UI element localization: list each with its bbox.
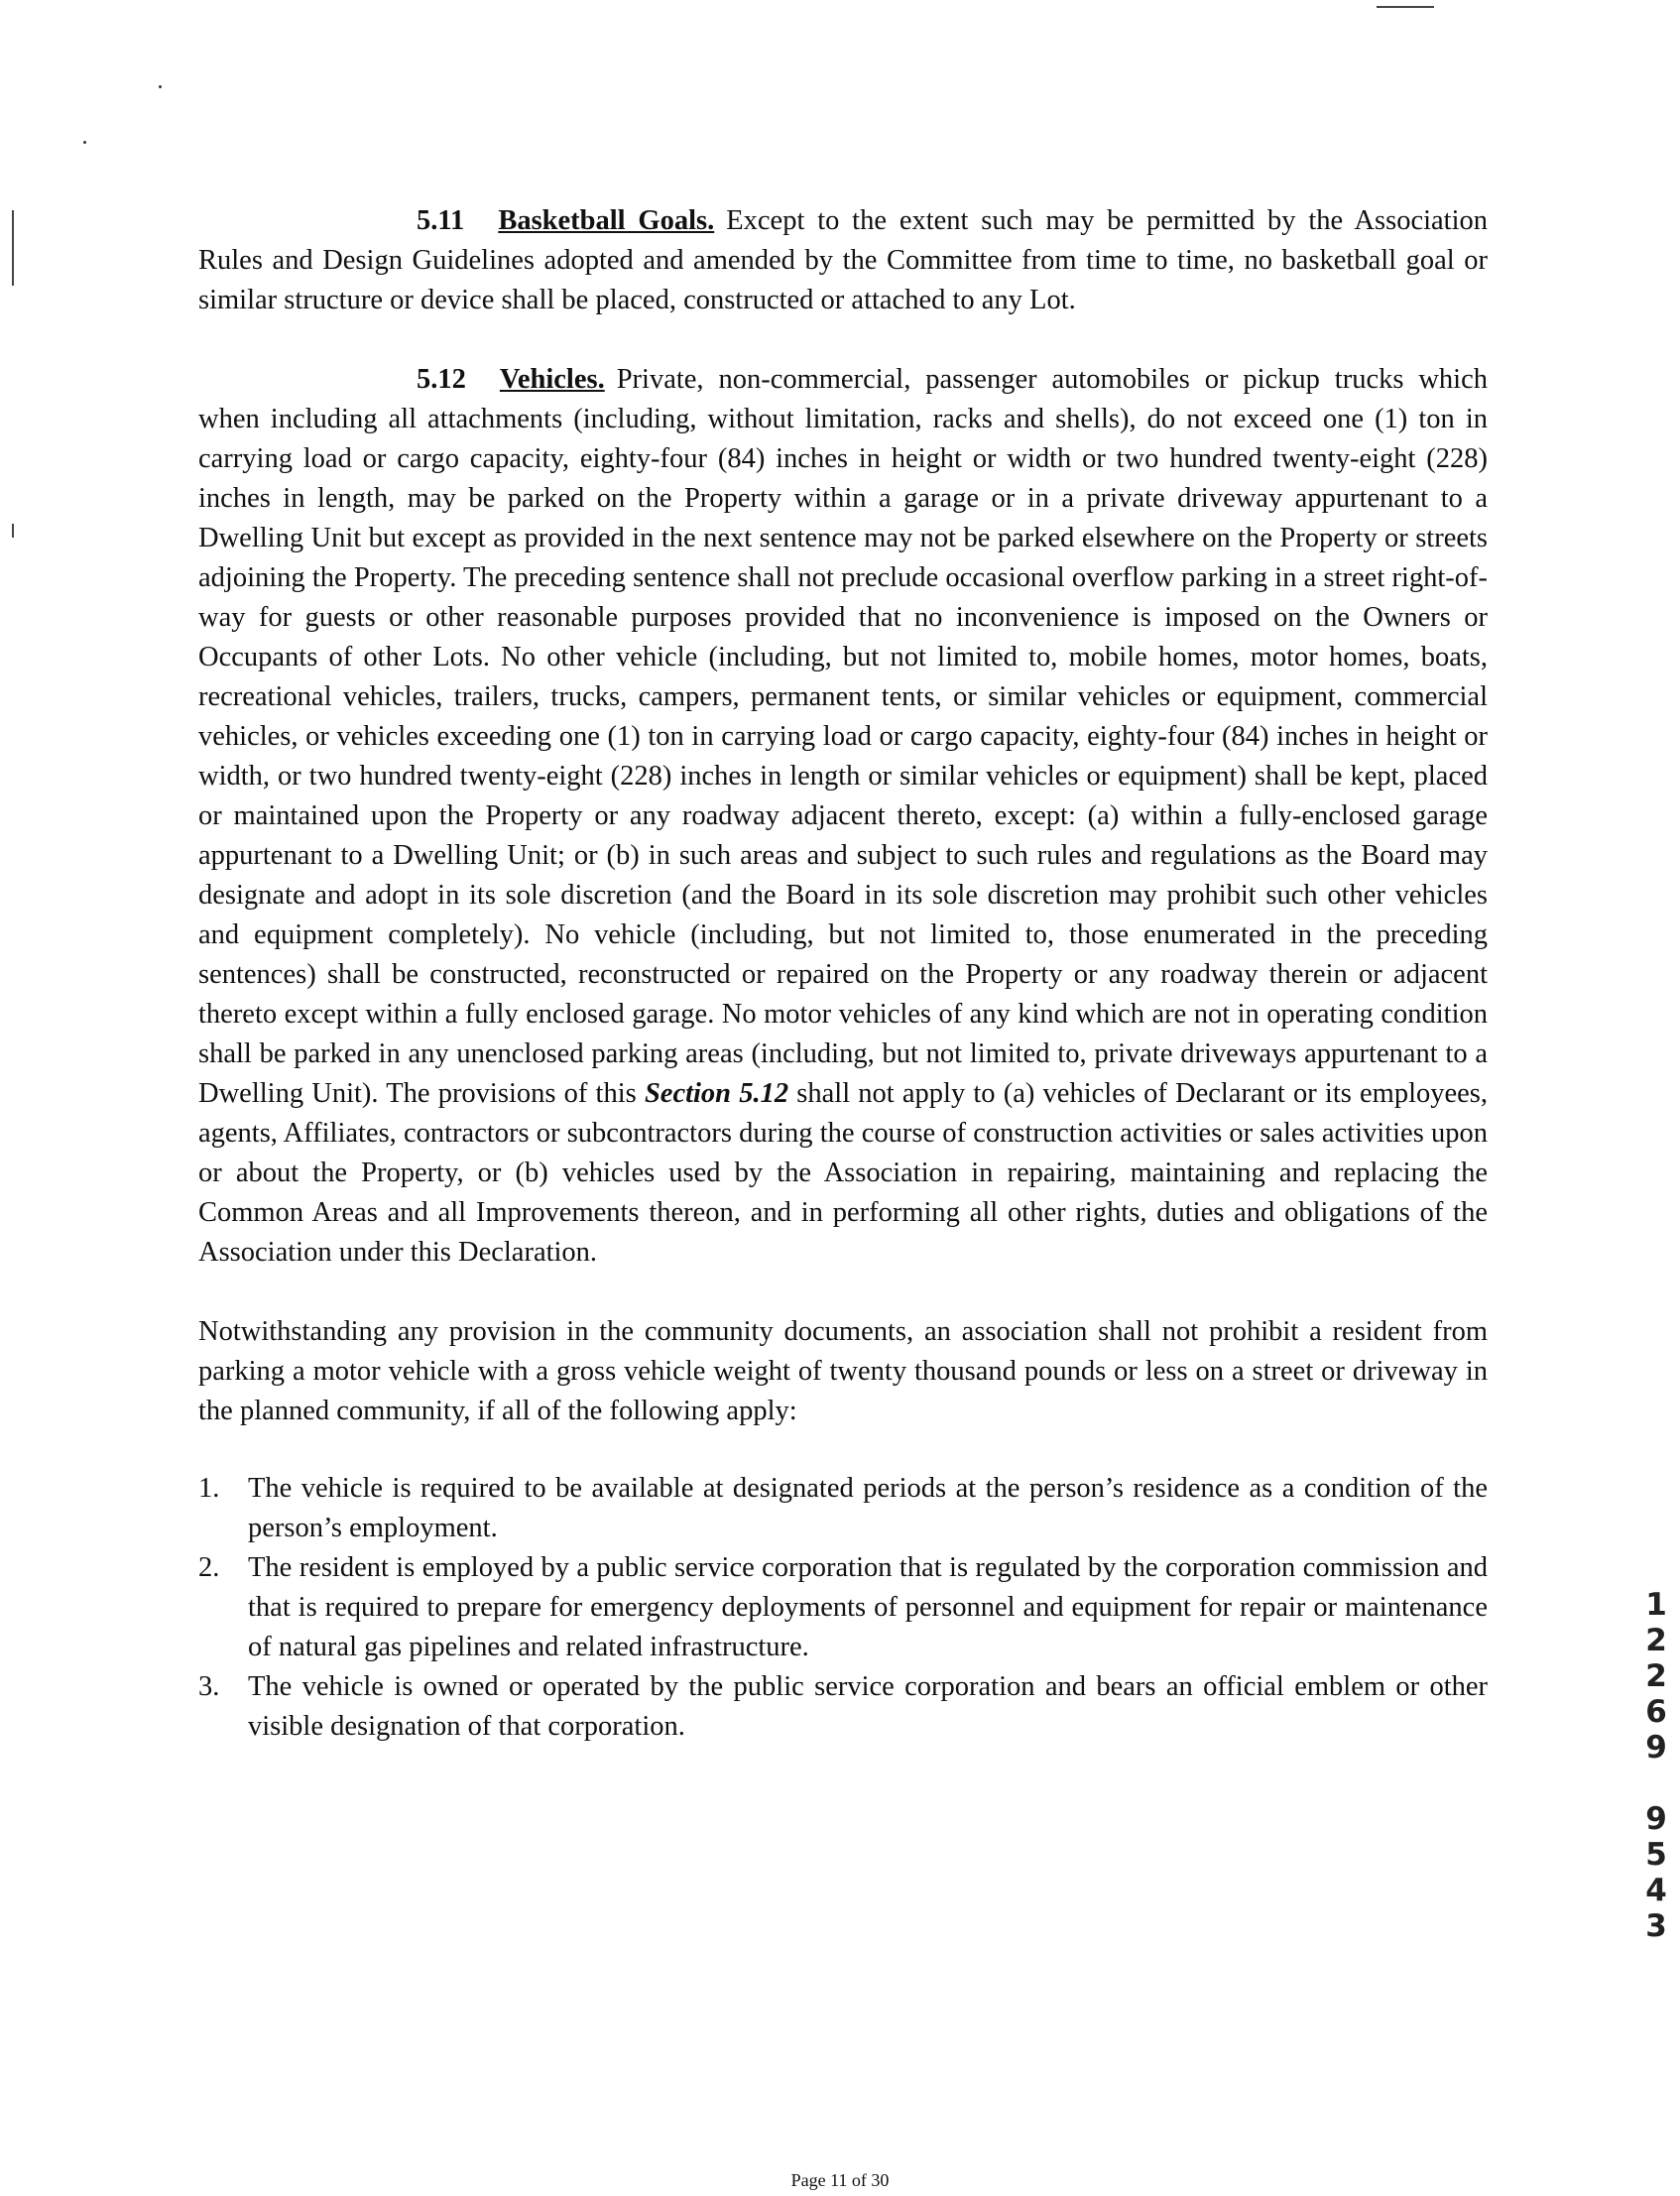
section-title: Vehicles. [499,364,605,395]
list-item-text: The vehicle is owned or operated by the public service corporation and bears an official emblem or other visible designation of that corporation. [248,1671,1488,1742]
stamp-digit: 9 [1645,1801,1667,1837]
list-item [198,1469,1488,1548]
scan-dot-2 [83,141,86,144]
scan-line-left-1 [12,210,14,286]
section-5-12 [198,360,1488,1273]
section-number: 5.11 [417,205,465,236]
stamp-gap [1636,1766,1676,1801]
list-item [198,1548,1488,1667]
notwithstanding-paragraph: Notwithstanding any provision in the community documents, an association shall not prohibit a resident from parking a motor vehicle with a gross vehicle weight of twenty thousand pounds or less on a street or driveway in the planned community, if all of the following apply: [198,1316,1488,1426]
stamp-digit: 5 [1645,1837,1667,1873]
document-body [198,201,1488,1747]
list-item [198,1667,1488,1747]
stamp-digit: 6 [1645,1694,1667,1730]
stamp-digit: 1 [1645,1587,1667,1623]
stamp-digit: 3 [1645,1908,1667,1944]
list-item-text: The vehicle is required to be available at designated periods at the person’s residence as a condition of the person’s employment. [248,1473,1488,1543]
section-5-11 [198,201,1488,320]
section-text-continued: shall not apply to (a) vehicles of Declarant or its employees, agents, Affiliates, contractors or subcontractors during the course of construction activities or sales activities upon or about the Property, or (b) vehicles used by the Association in repairing, maintaining and replacing the Common Areas and all Improvements thereon, and in performing all other rights, duties and obligations of the Association under this Declaration. [198,1078,1489,1268]
recording-number-stamp [1636,1587,1676,1944]
list-item-text: The resident is employed by a public service corporation that is regulated by the corporation commission and that is required to prepare for emergency deployments of personnel and equipment for repair or maintenance of natural gas pipelines and related infrastructure. [248,1552,1488,1662]
scan-line-top-right [1377,6,1434,8]
stamp-digit: 2 [1645,1658,1667,1694]
list-item-number: 1. [198,1473,220,1504]
list-item-number: 3. [198,1671,220,1702]
page-number-footer: Page 11 of 30 [790,2170,890,2190]
section-title: Basketball Goals. [498,205,715,236]
section-number: 5.12 [417,364,466,395]
conditions-list [198,1469,1488,1747]
section-text: Except to the extent such may be permitted by the Association Rules and Design Guidelines adopted and amended by the Committee from time to time, no basketball goal or similar structure or device shall be placed, constructed or attached to any Lot. [198,205,1488,315]
section-reference: Section 5.12 [644,1078,789,1109]
list-item-number: 2. [198,1552,220,1583]
scan-line-left-2 [12,524,14,538]
stamp-digit: 2 [1645,1623,1667,1658]
stamp-digit: 9 [1645,1730,1667,1766]
stamp-digit: 4 [1645,1873,1667,1908]
section-text: Private, non-commercial, passenger automobiles or pickup trucks which when including all attachments (including, without limitation, racks and shells), do not exceed one (1) ton in carrying load or cargo capacity, eighty-four (84) inches in height or width or two hundred twenty-eight (228) inches in length, may be parked on the Property within a garage or in a private driveway appurtenant to a Dwelling Unit but except as provided in the next sentence may not be parked elsewhere on the Property or streets adjoining the Property. The preceding sentence shall not preclude occasional overflow parking in a street right-of-way for guests or other reasonable purposes provided that no inconvenience is imposed on the Owners or Occupants of other Lots. No other vehicle (including, but not limited to, mobile homes, motor homes, boats, recreational vehicles, trailers, trucks, campers, permanent tents, or similar vehicles or equipment, commercial vehicles, or vehicles exceeding one (1) ton in carrying load or cargo capacity, eighty-four (84) inches in height or width, or two hundred twenty-eight (228) inches in length or similar vehicles or equipment) shall be kept, placed or maintained upon the Property or any roadway adjacent thereto, except: (a) within a fully-enclosed garage appurtenant to a Dwelling Unit; or (b) in such areas and subject to such rules and regulations as the Board may designate and adopt in its sole discretion (and the Board in its sole discretion may prohibit such other vehicles and equipment completely). No vehicle (including, but not limited to, those enumerated in the preceding sentences) shall be constructed, reconstructed or repaired on the Property or any roadway therein or adjacent thereto except within a fully enclosed garage. No motor vehicles of any kind which are not in operating condition shall be parked in any unenclosed parking areas (including, but not limited to, private driveways appurtenant to a Dwelling Unit). The provisions of this [198,364,1488,1109]
scan-dot-1 [159,85,162,88]
